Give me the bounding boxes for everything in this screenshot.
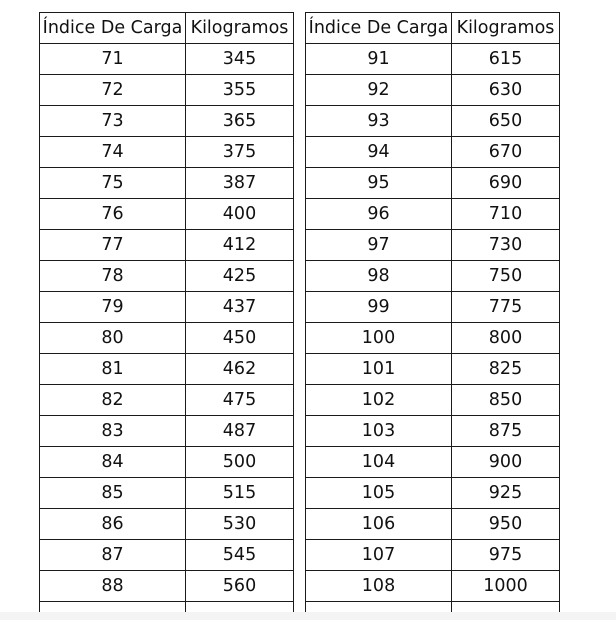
load-index-cell: 80 [40,323,186,354]
table-row [306,44,560,75]
load-index-cell: 76 [40,199,186,230]
table-row [40,75,294,106]
header-kilograms: Kilogramos [186,13,294,44]
load-index-cell: 85 [40,478,186,509]
kilograms-cell: 412 [186,230,294,261]
kilograms-cell: 475 [186,385,294,416]
load-index-cell: 83 [40,416,186,447]
table-row [306,509,560,540]
load-index-table-left [39,12,294,612]
table-row [306,447,560,478]
cropped-cell [40,602,186,613]
table-row [40,540,294,571]
header-kilograms: Kilogramos [452,13,560,44]
load-index-cell: 93 [306,106,452,137]
table-row [306,261,560,292]
kilograms-cell: 875 [452,416,560,447]
load-index-cell: 91 [306,44,452,75]
kilograms-cell: 375 [186,137,294,168]
load-index-cell: 75 [40,168,186,199]
table-row [40,292,294,323]
load-index-cell: 94 [306,137,452,168]
table-row [306,106,560,137]
load-index-cell: 99 [306,292,452,323]
load-index-cell: 97 [306,230,452,261]
table-body [306,44,560,613]
kilograms-cell: 650 [452,106,560,137]
kilograms-cell: 545 [186,540,294,571]
kilograms-cell: 387 [186,168,294,199]
kilograms-cell: 730 [452,230,560,261]
cropped-cell [306,602,452,613]
load-index-cell: 87 [40,540,186,571]
table-row [40,261,294,292]
kilograms-cell: 400 [186,199,294,230]
table-row [306,137,560,168]
kilograms-cell: 925 [452,478,560,509]
table-row [40,168,294,199]
image-bottom-edge [0,612,616,620]
kilograms-cell: 800 [452,323,560,354]
table-row [306,571,560,602]
load-index-cell: 105 [306,478,452,509]
table-row [306,168,560,199]
table-row-partial [306,602,560,613]
load-index-cell: 108 [306,571,452,602]
table-row [306,230,560,261]
kilograms-cell: 900 [452,447,560,478]
table-row [40,509,294,540]
load-index-cell: 78 [40,261,186,292]
load-index-cell: 95 [306,168,452,199]
kilograms-cell: 630 [452,75,560,106]
kilograms-cell: 487 [186,416,294,447]
cropped-cell [452,602,560,613]
table-row [40,385,294,416]
load-index-cell: 92 [306,75,452,106]
table-row [40,478,294,509]
load-index-cell: 104 [306,447,452,478]
table-row [40,44,294,75]
table-row-partial [40,602,294,613]
kilograms-cell: 775 [452,292,560,323]
kilograms-cell: 560 [186,571,294,602]
kilograms-cell: 690 [452,168,560,199]
table-row [306,540,560,571]
table-row [40,230,294,261]
load-index-cell: 84 [40,447,186,478]
kilograms-cell: 950 [452,509,560,540]
cropped-cell [186,602,294,613]
table-row [40,199,294,230]
kilograms-cell: 425 [186,261,294,292]
load-index-cell: 96 [306,199,452,230]
table-row [40,447,294,478]
kilograms-cell: 670 [452,137,560,168]
kilograms-cell: 365 [186,106,294,137]
kilograms-cell: 850 [452,385,560,416]
load-index-cell: 77 [40,230,186,261]
table-row [40,571,294,602]
table-header-row [306,13,560,44]
kilograms-cell: 975 [452,540,560,571]
table-row [306,385,560,416]
load-index-cell: 82 [40,385,186,416]
table-row [40,416,294,447]
load-index-cell: 73 [40,106,186,137]
load-index-cell: 86 [40,509,186,540]
load-index-cell: 79 [40,292,186,323]
table-row [306,199,560,230]
load-index-cell: 72 [40,75,186,106]
load-index-cell: 98 [306,261,452,292]
table-row [40,354,294,385]
load-index-table-right [305,12,560,612]
load-index-cell: 107 [306,540,452,571]
table-row [306,478,560,509]
kilograms-cell: 750 [452,261,560,292]
load-index-cell: 100 [306,323,452,354]
load-index-cell: 74 [40,137,186,168]
table-header-row [40,13,294,44]
table-row [306,416,560,447]
load-index-cell: 81 [40,354,186,385]
load-index-cell: 102 [306,385,452,416]
kilograms-cell: 530 [186,509,294,540]
kilograms-cell: 355 [186,75,294,106]
table-row [40,323,294,354]
kilograms-cell: 515 [186,478,294,509]
load-index-cell: 101 [306,354,452,385]
table-body [40,44,294,613]
table-row [306,354,560,385]
table-row [40,137,294,168]
table-row [306,323,560,354]
kilograms-cell: 437 [186,292,294,323]
load-index-cell: 103 [306,416,452,447]
kilograms-cell: 450 [186,323,294,354]
kilograms-cell: 462 [186,354,294,385]
kilograms-cell: 1000 [452,571,560,602]
table-row [40,106,294,137]
table-row [306,292,560,323]
load-index-cell: 106 [306,509,452,540]
kilograms-cell: 825 [452,354,560,385]
kilograms-cell: 710 [452,199,560,230]
table-row [306,75,560,106]
kilograms-cell: 500 [186,447,294,478]
header-load-index: Índice De Carga [306,13,452,44]
load-index-cell: 88 [40,571,186,602]
kilograms-cell: 345 [186,44,294,75]
kilograms-cell: 615 [452,44,560,75]
load-index-cell: 71 [40,44,186,75]
header-load-index: Índice De Carga [40,13,186,44]
